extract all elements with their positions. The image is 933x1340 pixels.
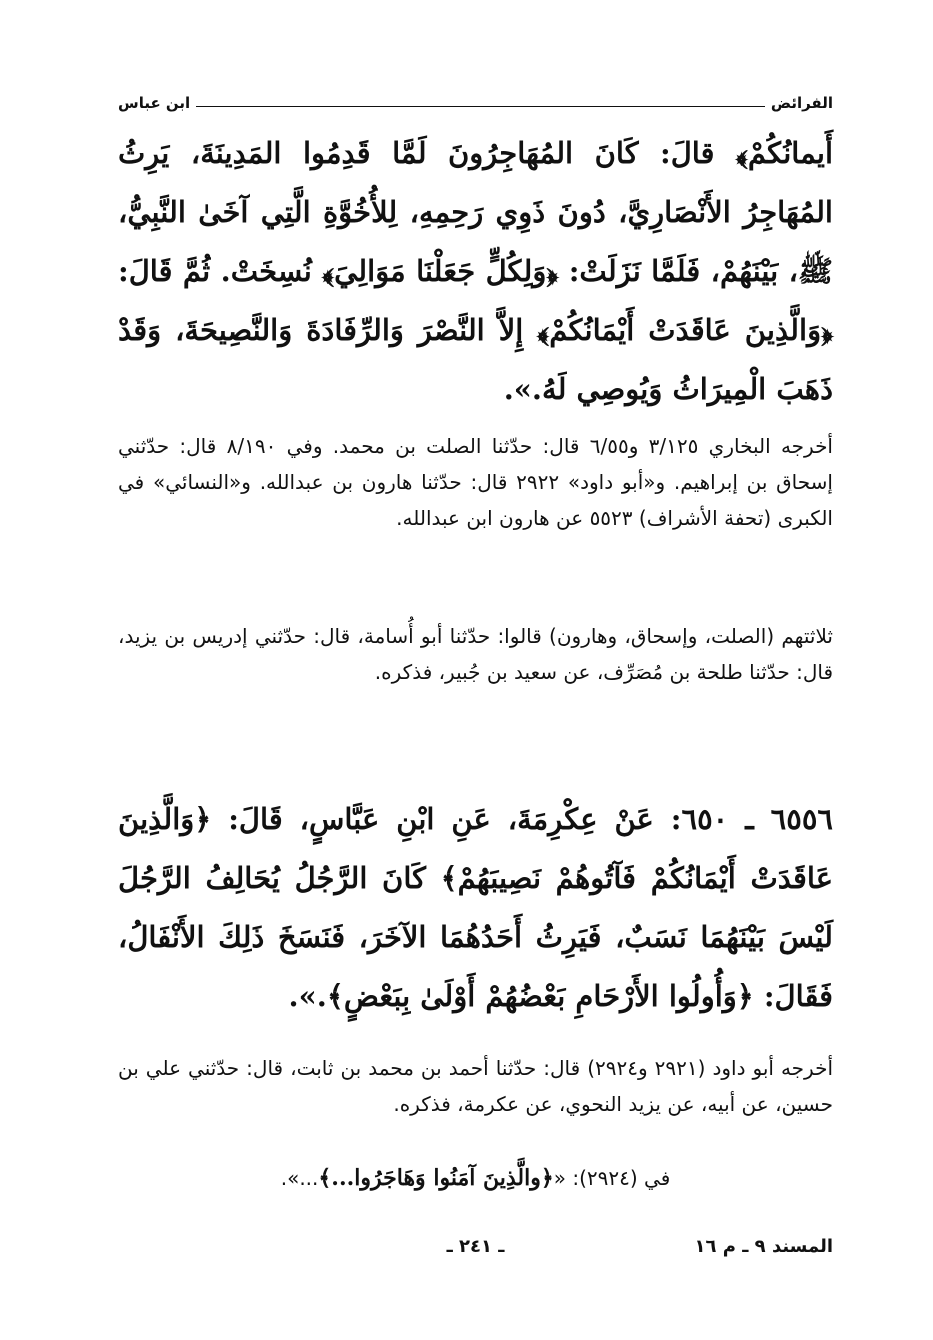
hadith-continuation-text: أَيمانُكُمْ﴾ قالَ: كَانَ المُهَاجِرُونَ لَمَّا قَدِمُوا المَدِينَةَ، يَرِثُ المُهَاجِرُ الأَنْصَارِيَّ، دُونَ ذَوِي رَحِمِهِ، لِلأُخُوَّةِ الَّتِي آخَىٰ النَّبِيُّ، ﷺ، بَيْنَهُمْ، فَلَمَّا نَزَلَتْ: ﴿وَلِكُلٍّ جَعَلْنَا مَوَالِيَ﴾ نُسِخَتْ. ثُمَّ قَالَ: ﴿وَالَّذِينَ عَاقَدَتْ أَيْمَانُكُمْ﴾ إِلاَّ النَّصْرَ وَالرِّفَادَةَ وَالنَّصِيحَةَ، وَقَدْ ذَهَبَ الْمِيرَاثُ وَيُوصِي لَهُ.». — [118, 136, 833, 406]
hadith-6556-text: ٦٥٥٦ ـ ٦٥٠: عَنْ عِكْرِمَةَ، عَنِ ابْنِ عَبَّاسٍ، قَالَ: ﴿وَالَّذِينَ عَاقَدَتْ أَيْمَانُكُمْ فَآتُوهُمْ نَصِيبَهُمْ﴾ كَانَ الرَّجُلُ يُحَالِفُ الرَّجُلَ لَيْسَ بَيْنَهُمَا نَسَبٌ، فَيَرِثُ أَحَدُهُمَا الآخَرَ، فَنَسَخَ ذَلِكَ الأَنْفَالُ، فَقَالَ: ﴿وَأُولُوا الأَرْحَامِ بَعْضُهُمْ أَوْلَىٰ بِبَعْضٍ﴾.». — [118, 802, 833, 1013]
variant-quote: ﴿والَّذِينَ آمَنُوا وَهَاجَرُوا...﴾ — [318, 1165, 554, 1191]
takhrij-3-text: أخرجه أبو داود (٢٩٢١ و٢٩٢٤) قال: حدّثنا أحمد بن محمد بن ثابت، قال: حدّثني علي بن حسين، عن أبيه، عن يزيد النحوي، عن عكرمة، فذكره. — [118, 1056, 833, 1116]
takhrij-paragraph-3 — [118, 1050, 833, 1122]
variant-reading — [118, 1160, 833, 1196]
hadith-6556 — [118, 790, 833, 1026]
hadith-continuation — [118, 124, 833, 419]
variant-suffix: ...». — [280, 1166, 319, 1190]
page-number: ـ ٢٤١ ـ — [446, 1236, 505, 1257]
takhrij-paragraph-1 — [118, 428, 833, 536]
section-title: ابن عباس — [118, 94, 191, 112]
header-rule — [196, 106, 765, 107]
signature-mark: المسند ٩ ـ م ١٦ — [694, 1236, 833, 1257]
running-header — [118, 90, 833, 116]
page-footer — [118, 1236, 833, 1266]
chapter-title: الفرائض — [770, 94, 833, 112]
takhrij-1-text: أخرجه البخاري ٣/١٢٥ و٦/٥٥ قال: حدّثنا الصلت بن محمد. وفي ٨/١٩٠ قال: حدّثني إسحاق بن إبراهيم. و«أبو داود» ٢٩٢٢ قال: حدّثنا هارون بن عبدالله. و«النسائي» في الكبرى (تحفة الأشراف) ٥٥٢٣ عن هارون ابن عبدالله. — [118, 434, 833, 530]
takhrij-2-text: ثلاثتهم (الصلت، وإسحاق، وهارون) قالوا: حدّثنا أبو أُسامة، قال: حدّثني إدريس بن يزيد، قال: حدّثنا طلحة بن مُصَرِّف، عن سعيد بن جُبير، فذكره. — [118, 624, 833, 684]
variant-prefix: في (٢٩٢٤): « — [553, 1166, 671, 1190]
takhrij-paragraph-2 — [118, 618, 833, 690]
